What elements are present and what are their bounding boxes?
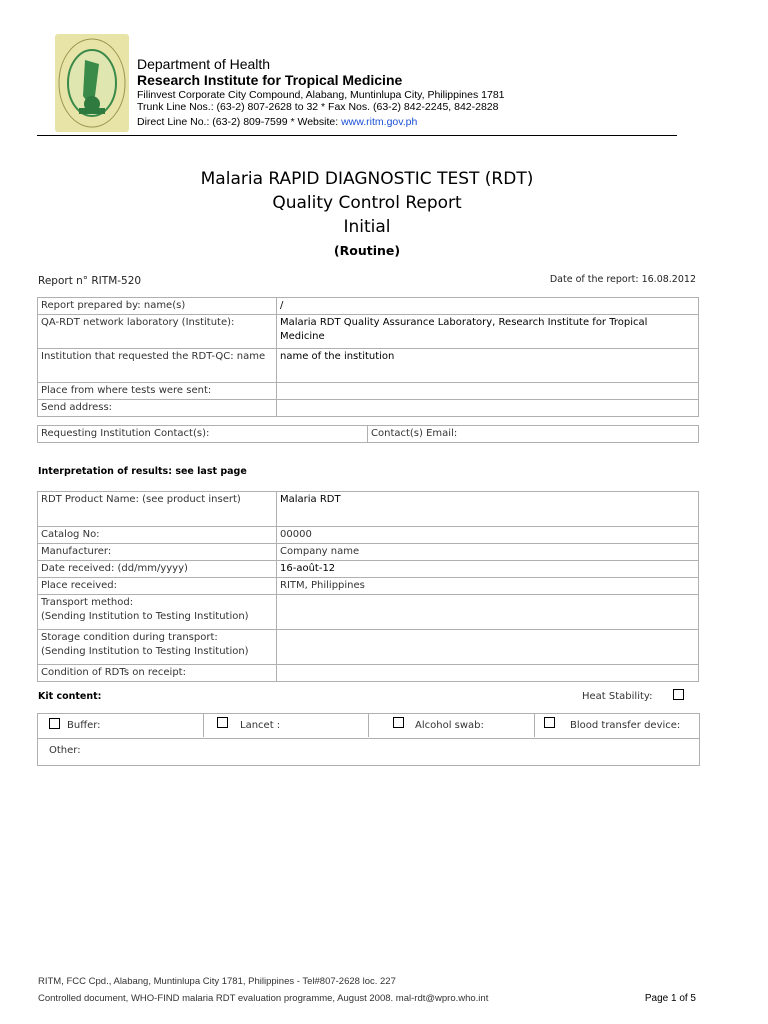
- contacts-field[interactable]: Requesting Institution Contact(s):: [38, 426, 368, 443]
- contact-email-field[interactable]: Contact(s) Email:: [368, 426, 699, 443]
- footer-controlled-doc: Controlled document, WHO-FIND malaria RDT evaluation programme, August 2008. mal-rdt@wpro.who.int: [38, 993, 489, 1004]
- table-row: [38, 400, 699, 417]
- field-label: Storage condition during transport: (Sending Institution to Testing Institution): [38, 630, 277, 665]
- footer-address: RITM, FCC Cpd., Alabang, Muntinlupa City 1781, Philippines - Tel#807-2628 loc. 227: [38, 976, 396, 987]
- table-row: [38, 527, 699, 544]
- website-link[interactable]: www.ritm.gov.ph: [341, 116, 418, 128]
- lancet-checkbox[interactable]: [217, 717, 228, 728]
- heat-stability-label: Heat Stability:: [582, 691, 653, 702]
- field-label: Condition of RDTs on receipt:: [38, 665, 277, 682]
- field-value[interactable]: name of the institution: [277, 349, 699, 383]
- blood-transfer-checkbox[interactable]: [544, 717, 555, 728]
- table-row: [38, 383, 699, 400]
- kit-item-buffer: [38, 714, 204, 737]
- kit-item-lancet: [204, 714, 369, 737]
- trunk-line-info: Trunk Line Nos.: (63-2) 807-2628 to 32 * Fax Nos. (63-2) 842-2245, 842-2828: [137, 101, 499, 113]
- buffer-checkbox[interactable]: [49, 718, 60, 729]
- field-value[interactable]: Malaria RDT: [277, 492, 699, 527]
- kit-item-blood-transfer: [535, 714, 699, 737]
- table-row: [38, 349, 699, 383]
- field-value[interactable]: /: [277, 298, 699, 315]
- field-value[interactable]: Company name: [277, 544, 699, 561]
- ritm-logo: [55, 34, 129, 132]
- report-info-table: [37, 297, 699, 417]
- direct-line-text: Direct Line No.: (63-2) 809-7599 * Website:: [137, 116, 342, 128]
- field-label: Date received: (dd/mm/yyyy): [38, 561, 277, 578]
- field-label: Place from where tests were sent:: [38, 383, 277, 400]
- field-value[interactable]: [277, 595, 699, 630]
- field-label: QA-RDT network laboratory (Institute):: [38, 315, 277, 349]
- kit-divider: [38, 738, 699, 739]
- header-divider: [37, 135, 677, 136]
- field-value[interactable]: [277, 665, 699, 682]
- table-row: [38, 630, 699, 665]
- alcohol-swab-checkbox[interactable]: [393, 717, 404, 728]
- alcohol-swab-label: Alcohol swab:: [415, 720, 484, 731]
- field-value[interactable]: [277, 383, 699, 400]
- other-field[interactable]: Other:: [49, 745, 81, 756]
- kit-item-alcohol-swab: [369, 714, 535, 737]
- table-row: [38, 544, 699, 561]
- contact-table: [37, 425, 699, 443]
- field-label: Institution that requested the RDT-QC: name: [38, 349, 277, 383]
- field-label: RDT Product Name: (see product insert): [38, 492, 277, 527]
- report-type: (Routine): [333, 243, 401, 258]
- kit-content-box: [37, 713, 700, 766]
- field-label: Manufacturer:: [38, 544, 277, 561]
- table-row: [38, 426, 699, 443]
- table-row: [38, 665, 699, 682]
- report-stage: Initial: [343, 217, 391, 237]
- institute-name: Research Institute for Tropical Medicine: [137, 72, 403, 88]
- table-row: [38, 315, 699, 349]
- buffer-label: Buffer:: [67, 720, 101, 731]
- page-number: Page 1 of 5: [644, 993, 696, 1004]
- table-row: [38, 561, 699, 578]
- report-subtitle: Quality Control Report: [272, 193, 462, 213]
- direct-line-info: [137, 116, 417, 128]
- kit-content-title: Kit content:: [38, 691, 102, 702]
- field-value[interactable]: Malaria RDT Quality Assurance Laboratory, Research Institute for Tropical Medicine: [277, 315, 699, 349]
- report-title: Malaria RAPID DIAGNOSTIC TEST (RDT): [200, 169, 534, 189]
- lancet-label: Lancet :: [240, 720, 281, 731]
- interpretation-note: Interpretation of results: see last page: [38, 466, 247, 477]
- department-name: Department of Health: [137, 56, 271, 72]
- field-label: Catalog No:: [38, 527, 277, 544]
- table-row: [38, 578, 699, 595]
- heat-stability-checkbox[interactable]: [673, 689, 684, 700]
- blood-transfer-label: Blood transfer device:: [570, 720, 681, 731]
- product-info-table: [37, 491, 699, 682]
- field-value[interactable]: 00000: [277, 527, 699, 544]
- report-number: Report n° RITM-520: [38, 275, 142, 287]
- field-label: Send address:: [38, 400, 277, 417]
- field-value[interactable]: 16-août-12: [277, 561, 699, 578]
- table-row: [38, 298, 699, 315]
- field-label: Place received:: [38, 578, 277, 595]
- report-date: Date of the report: 16.08.2012: [549, 274, 696, 285]
- field-label: Transport method: (Sending Institution to Testing Institution): [38, 595, 277, 630]
- institute-address: Filinvest Corporate City Compound, Alabang, Muntinlupa City, Philippines 1781: [137, 89, 505, 101]
- field-value[interactable]: [277, 400, 699, 417]
- field-value[interactable]: [277, 630, 699, 665]
- field-value[interactable]: RITM, Philippines: [277, 578, 699, 595]
- table-row: [38, 492, 699, 527]
- table-row: [38, 595, 699, 630]
- field-label: Report prepared by: name(s): [38, 298, 277, 315]
